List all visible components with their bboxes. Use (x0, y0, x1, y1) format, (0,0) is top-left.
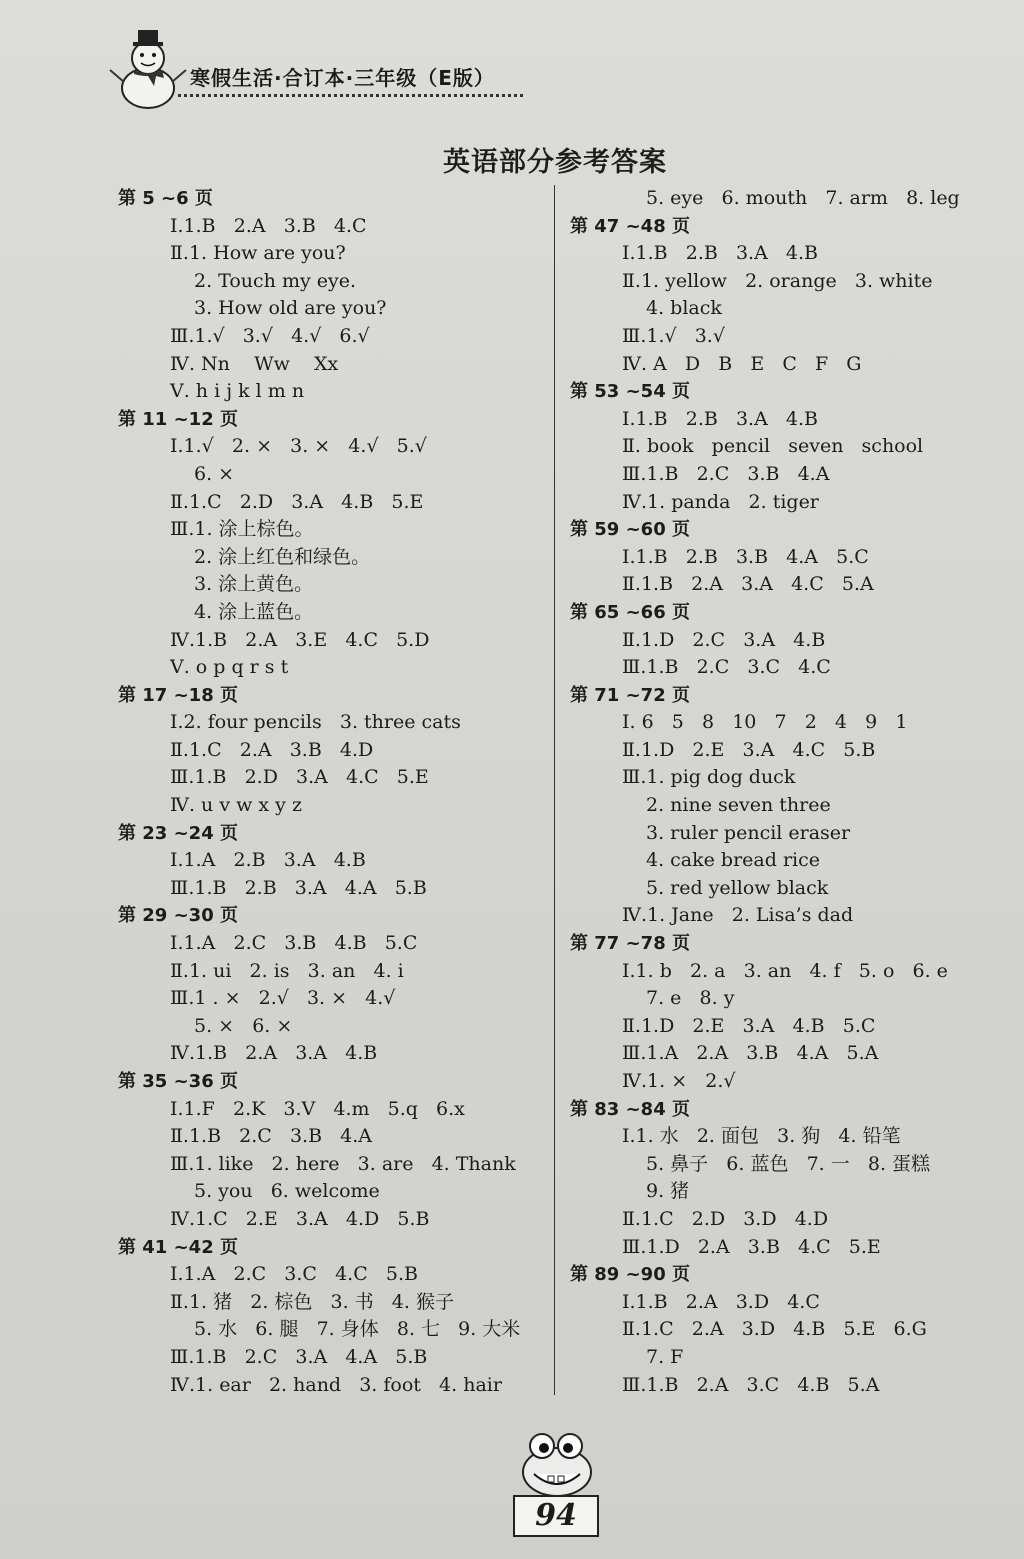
answer-line: Ⅱ.1. How are you? (170, 242, 346, 265)
answer-line: Ⅲ.1.B 2.C 3.C 4.C (622, 656, 831, 679)
answer-line: Ⅳ.1.C 2.E 3.A 4.D 5.B (170, 1207, 430, 1230)
answer-line: Ⅱ.1.D 2.E 3.A 4.B 5.C (622, 1014, 876, 1037)
answer-line: Ⅲ.1.B 2.C 3.B 4.A (622, 462, 830, 485)
answer-line: Ⅱ.1.B 2.A 3.A 4.C 5.A (622, 573, 874, 596)
answer-line: Ⅰ.1.B 2.B 3.A 4.B (622, 407, 819, 430)
answer-line: Ⅳ. u v w x y z (170, 794, 302, 817)
answer-line: Ⅰ. 6 5 8 10 7 2 4 9 1 (622, 711, 908, 734)
section-heading: 第 29 ~30 页 (118, 905, 238, 927)
answer-line: 5. you 6. welcome (194, 1180, 380, 1203)
right-column (570, 185, 990, 1399)
answer-line: Ⅲ.1.B 2.A 3.C 4.B 5.A (622, 1373, 880, 1396)
answer-line: Ⅰ.1.A 2.B 3.A 4.B (170, 849, 366, 872)
answer-line: 7. e 8. y (646, 987, 735, 1010)
answer-line: Ⅱ.1. yellow 2. orange 3. white (622, 269, 933, 292)
answer-line: 4. cake bread rice (646, 849, 820, 872)
answer-line: Ⅰ.1.B 2.A 3.B 4.C (170, 214, 367, 237)
answer-line: Ⅲ.1 . × 2.√ 3. × 4.√ (170, 987, 396, 1010)
answer-line: 5. × 6. × (194, 1014, 293, 1037)
answer-line: 3. 涂上黄色。 (194, 573, 314, 596)
answer-line: Ⅱ.1.D 2.E 3.A 4.C 5.B (622, 738, 876, 761)
answer-line: Ⅱ.1.B 2.C 3.B 4.A (170, 1125, 373, 1148)
left-column (118, 185, 548, 1399)
section-heading: 第 35 ~36 页 (118, 1071, 238, 1092)
answer-line: Ⅲ.1. like 2. here 3. are 4. Thank (170, 1152, 516, 1175)
answer-line: Ⅲ.1.B 2.C 3.A 4.A 5.B (170, 1345, 428, 1368)
answer-line: 5. 鼻子 6. 蓝色 7. 一 8. 蛋糕 (646, 1152, 931, 1175)
answer-line: Ⅴ. h i j k l m n (170, 380, 305, 403)
section-heading: 第 41 ~42 页 (118, 1236, 238, 1258)
answer-line: Ⅳ.1.B 2.A 3.E 4.C 5.D (170, 628, 430, 651)
header-rule (178, 94, 523, 97)
answer-line: Ⅰ.1.A 2.C 3.B 4.B 5.C (170, 932, 418, 955)
answer-line: Ⅰ.2. four pencils 3. three cats (170, 711, 461, 734)
answer-line: Ⅳ.1. × 2.√ (622, 1070, 736, 1092)
answer-line: Ⅱ.1.C 2.A 3.B 4.D (170, 738, 374, 761)
answer-line: Ⅰ.1. 水 2. 面包 3. 狗 4. 铅笔 (622, 1125, 901, 1148)
page-title: 英语部分参考答案 (443, 147, 667, 178)
answer-line: Ⅰ.1. b 2. a 3. an 4. f 5. o 6. e (622, 959, 948, 982)
section-heading: 第 71 ~72 页 (570, 684, 690, 706)
answer-line: Ⅲ.1.√ 3.√ (622, 324, 725, 347)
section-heading: 第 83 ~84 页 (570, 1098, 690, 1120)
section-heading: 第 77 ~78 页 (570, 933, 690, 955)
answer-line: 3. ruler pencil eraser (646, 821, 851, 844)
section-heading: 第 89 ~90 页 (570, 1264, 690, 1286)
answer-line: Ⅱ. book pencil seven school (622, 435, 924, 458)
column-divider (554, 185, 555, 1395)
section-heading: 第 47 ~48 页 (570, 215, 690, 237)
answer-line: Ⅰ.1.B 2.B 3.B 4.A 5.C (622, 545, 869, 568)
answer-line: Ⅰ.1.A 2.C 3.C 4.C 5.B (170, 1263, 418, 1286)
section-heading: 第 5 ~6 页 (118, 188, 213, 209)
answer-line: Ⅳ.1. ear 2. hand 3. foot 4. hair (170, 1373, 502, 1396)
answer-line: Ⅲ.1. pig dog duck (622, 766, 796, 789)
answer-line: Ⅲ.1.√ 3.√ 4.√ 6.√ (170, 324, 370, 347)
answer-line: 2. nine seven three (646, 794, 831, 817)
answer-line: Ⅱ.1.C 2.D 3.D 4.D (622, 1207, 829, 1230)
section-heading: 第 11 ~12 页 (118, 408, 238, 430)
answer-line: Ⅳ.1. panda 2. tiger (622, 490, 819, 513)
section-heading: 第 65 ~66 页 (570, 601, 690, 623)
answer-line: 5. eye 6. mouth 7. arm 8. leg (646, 187, 960, 209)
section-heading: 第 23 ~24 页 (118, 822, 238, 844)
answer-line: 4. black (646, 297, 722, 320)
answer-line: Ⅱ.1.D 2.C 3.A 4.B (622, 628, 826, 651)
answer-line: Ⅳ.1.B 2.A 3.A 4.B (170, 1042, 378, 1065)
answer-line: Ⅱ.1. 猪 2. 棕色 3. 书 4. 猴子 (170, 1290, 454, 1313)
answer-line: 9. 猪 (646, 1180, 690, 1203)
page-number: 94 (535, 1498, 577, 1533)
answer-line: Ⅱ.1.C 2.A 3.D 4.B 5.E 6.G (622, 1318, 927, 1341)
answer-line: Ⅱ.1.C 2.D 3.A 4.B 5.E (170, 490, 424, 513)
snowman-icon (108, 20, 188, 110)
answer-line: 5. 水 6. 腿 7. 身体 8. 七 9. 大米 (194, 1318, 521, 1341)
section-heading: 第 17 ~18 页 (118, 684, 238, 706)
answer-line: Ⅲ.1.B 2.B 3.A 4.A 5.B (170, 876, 427, 899)
header-title: 寒假生活·合订本·三年级（E版） (190, 66, 495, 90)
answer-line: Ⅱ.1. ui 2. is 3. an 4. i (170, 959, 404, 982)
answer-line: Ⅰ.1.F 2.K 3.V 4.m 5.q 6.x (170, 1097, 465, 1120)
answer-line: Ⅳ. A D B E C F G (622, 352, 862, 375)
answer-line: Ⅲ.1.A 2.A 3.B 4.A 5.A (622, 1042, 879, 1065)
answer-line: 3. How old are you? (194, 297, 387, 320)
answer-line: Ⅰ.1.B 2.B 3.A 4.B (622, 242, 819, 265)
answer-line: 4. 涂上蓝色。 (194, 600, 314, 623)
answer-line: Ⅲ.1.D 2.A 3.B 4.C 5.E (622, 1235, 881, 1258)
answer-line: 2. 涂上红色和绿色。 (194, 545, 371, 568)
answer-line: Ⅰ.1.B 2.A 3.D 4.C (622, 1290, 820, 1313)
answer-line: Ⅲ.1.B 2.D 3.A 4.C 5.E (170, 766, 429, 789)
answer-line: Ⅳ. Nn Ww Xx (170, 352, 339, 375)
answer-line: Ⅴ. o p q r s t (170, 656, 289, 679)
answer-line: 5. red yellow black (646, 876, 829, 899)
answer-line: 6. × (194, 462, 235, 485)
section-heading: 第 53 ~54 页 (570, 381, 690, 403)
answer-line: 2. Touch my eye. (194, 269, 357, 292)
answer-line: Ⅲ.1. 涂上棕色。 (170, 518, 314, 541)
answer-line: 7. F (646, 1345, 684, 1368)
answer-line: Ⅳ.1. Jane 2. Lisa’s dad (622, 904, 854, 927)
answer-line: Ⅰ.1.√ 2. × 3. × 4.√ 5.√ (170, 435, 427, 458)
section-heading: 第 59 ~60 页 (570, 519, 690, 541)
